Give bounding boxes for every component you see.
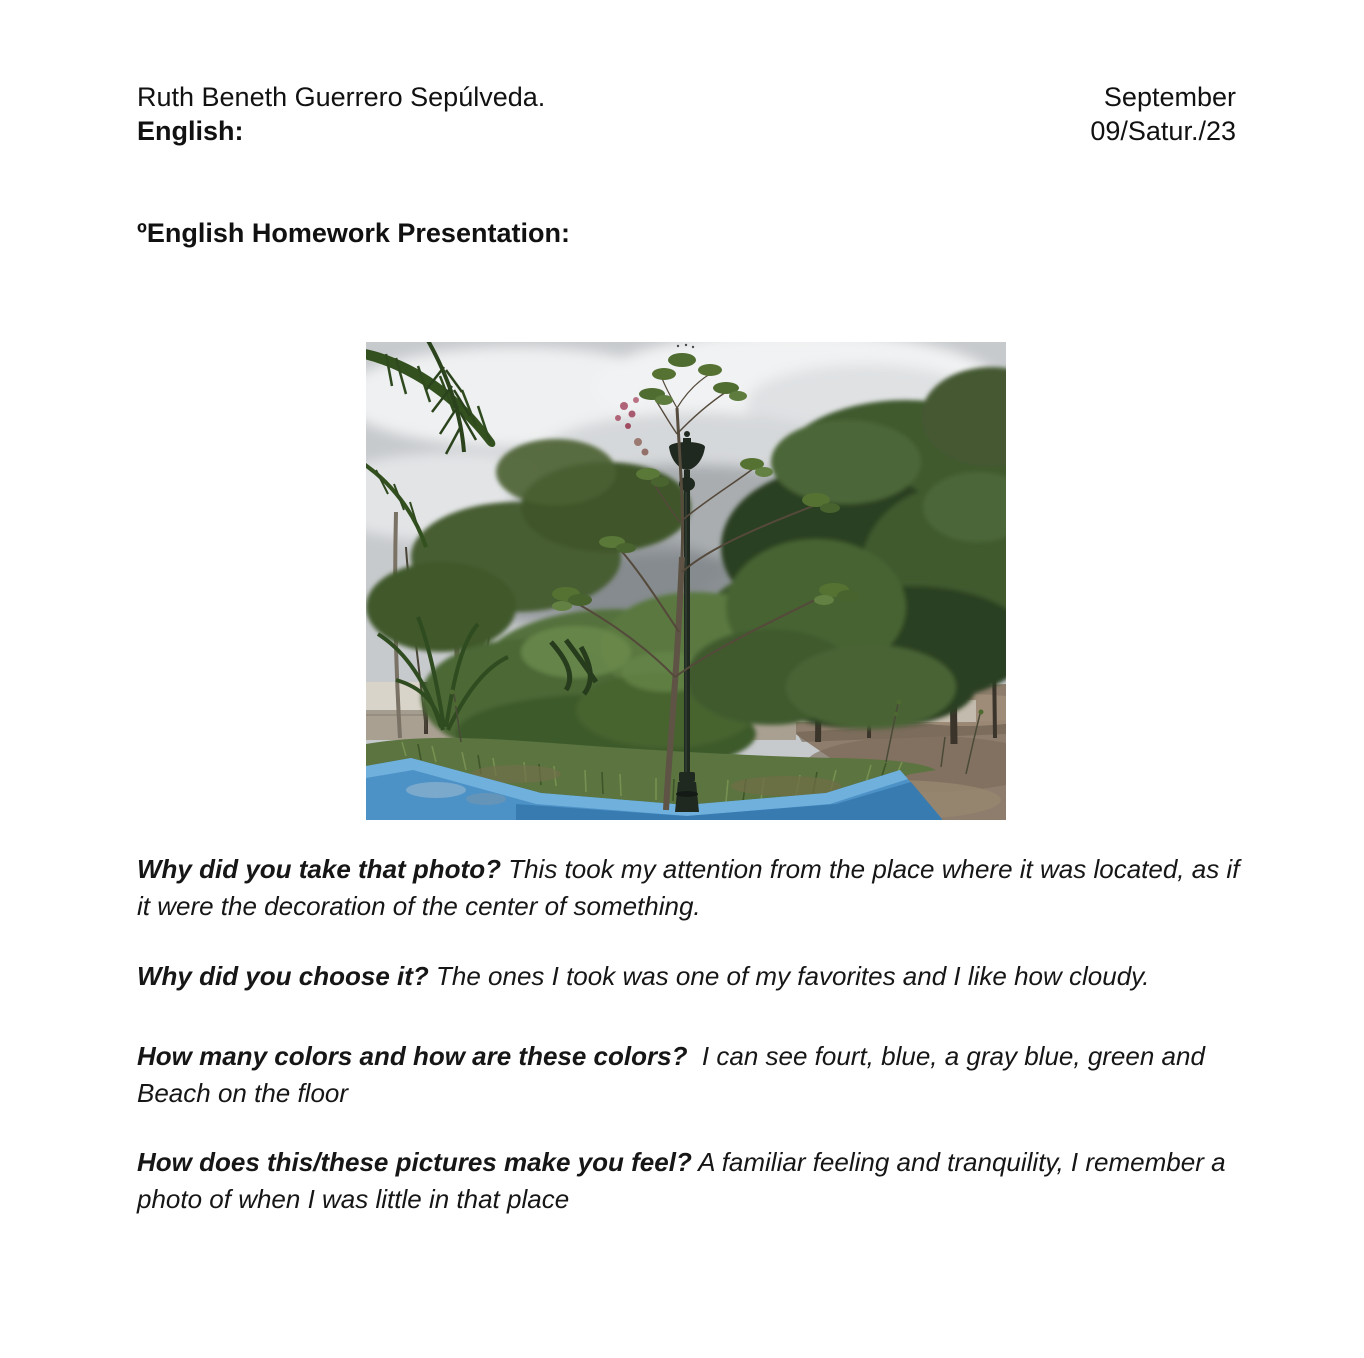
answer-3: I can see fourt, blue, a gray blue, green and Beach on the floor <box>137 1041 1213 1108</box>
qa-paragraph-4 <box>137 1144 1240 1218</box>
question-3: How many colors and how are these colors? <box>137 1041 688 1071</box>
answer-4: A familiar feeling and tranquility, I remember a photo of when I was little in that place <box>137 1147 1233 1214</box>
answer-2: The ones I took was one of my favorites and I like how cloudy. <box>428 961 1150 991</box>
page-title: ºEnglish Homework Presentation: <box>137 218 570 248</box>
qa-paragraph-3 <box>137 1038 1240 1112</box>
header-date <box>1090 80 1236 148</box>
qa-paragraph-1 <box>137 851 1247 925</box>
date-month: September <box>1103 82 1236 112</box>
photo-curb-stain-2 <box>466 793 506 805</box>
question-4: How does this/these pictures make you feel? <box>137 1147 692 1177</box>
photo-curb-stain <box>406 782 466 798</box>
answer-1: This took my attention from the place where it was located, as if it were the decoration of the center of something. <box>137 854 1247 921</box>
header-left <box>137 80 545 148</box>
question-2: Why did you choose it? <box>137 961 429 991</box>
question-1: Why did you take that photo? <box>137 854 501 884</box>
date-day: 09/Satur./23 <box>1090 116 1236 146</box>
park-photo <box>366 342 1006 820</box>
qa-paragraph-2 <box>137 958 1240 995</box>
subject-label: English: <box>137 116 244 146</box>
park-photo-illustration <box>366 342 1006 820</box>
photo-grass-patch <box>731 776 841 796</box>
student-name: Ruth Beneth Guerrero Sepúlveda. <box>137 82 546 112</box>
